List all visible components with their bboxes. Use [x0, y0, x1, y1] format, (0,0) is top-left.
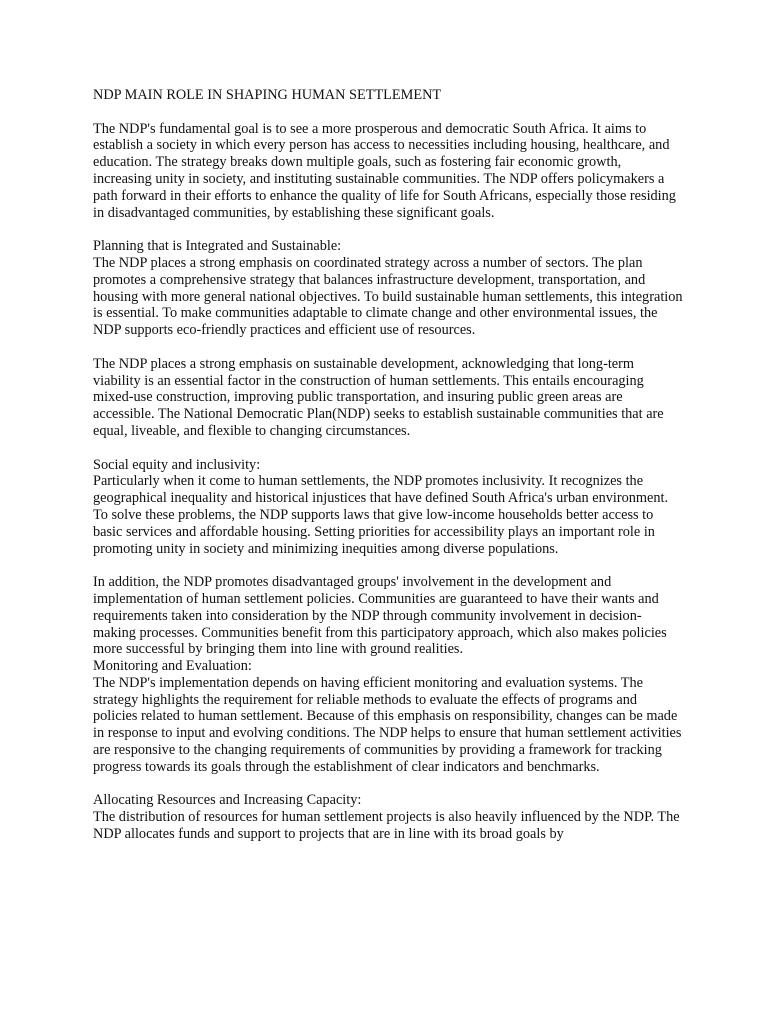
paragraph-social-equity-2: In addition, the NDP promotes disadvantaged groups' involvement in the development and implementation of human settlement policies. Communities are guaranteed to have their wants and requirements taken into consideration by the NDP through community involvement in decision-making processes. Communities benefit from this participatory approach, which also makes policies more successful by bringing them into line with ground realities. — [93, 574, 667, 658]
paragraph-integrated-planning-1: The NDP places a strong emphasis on coordinated strategy across a number of sectors. The plan promotes a comprehensive strategy that balances infrastructure development, transportation, and housing with more general national objectives. To build sustainable human settlements, this integration is essential. To make communities adaptable to climate change and other environmental issues, the NDP supports eco-friendly practices and efficient use of resources. — [93, 254, 683, 339]
section-heading-social-equity: Social equity and inclusivity: — [93, 456, 261, 473]
document-body — [93, 87, 683, 843]
paragraph-resources-1: The distribution of resources for human settlement projects is also heavily influenced by the NDP. The NDP allocates funds and support to projects that are in line with its broad goals by — [93, 809, 680, 843]
section-heading-monitoring: Monitoring and Evaluation: — [93, 658, 252, 675]
section-heading-integrated-planning: Planning that is Integrated and Sustainable: — [93, 238, 342, 255]
paragraph-integrated-planning-2: The NDP places a strong emphasis on sustainable development, acknowledging that long-term viability is an essential factor in the construction of human settlements. This entails encouraging mixed-use construction, improving public transportation, and insuring public green areas are accessible. The National Democratic Plan(NDP) seeks to establish sustainable communities that are equal, liveable, and flexible to changing circumstances. — [93, 355, 664, 439]
section-heading-resources: Allocating Resources and Increasing Capacity: — [93, 792, 362, 809]
intro-paragraph: The NDP's fundamental goal is to see a more prosperous and democratic South Africa. It aims to establish a society in which every person has access to necessities including housing, healthcare, and education. The strategy breaks down multiple goals, such as fostering fair economic growth, increasing unity in society, and instituting sustainable communities. The NDP offers policymakers a path forward in their efforts to enhance the quality of life for South Africans, especially those residing in disadvantaged communities, by establishing these significant goals. — [93, 120, 676, 221]
document-title: NDP MAIN ROLE IN SHAPING HUMAN SETTLEMENT — [93, 87, 442, 103]
paragraph-monitoring-1: The NDP's implementation depends on having efficient monitoring and evaluation systems. The strategy highlights the requirement for reliable methods to evaluate the effects of programs and policies related to human settlement. Because of this emphasis on responsibility, changes can be made in response to input and evolving conditions. The NDP helps to ensure that human settlement activities are responsive to the changing requirements of communities by providing a framework for tracking progress towards its goals through the establishment of clear indicators and benchmarks. — [93, 674, 682, 775]
paragraph-social-equity-1: Particularly when it come to human settlements, the NDP promotes inclusivity. It recognizes the geographical inequality and historical injustices that have defined South Africa's urban environment. To solve these problems, the NDP supports laws that give low-income households better access to basic services and affordable housing. Setting priorities for accessibility plays an important role in promoting unity in society and minimizing inequities among diverse populations. — [93, 473, 669, 557]
